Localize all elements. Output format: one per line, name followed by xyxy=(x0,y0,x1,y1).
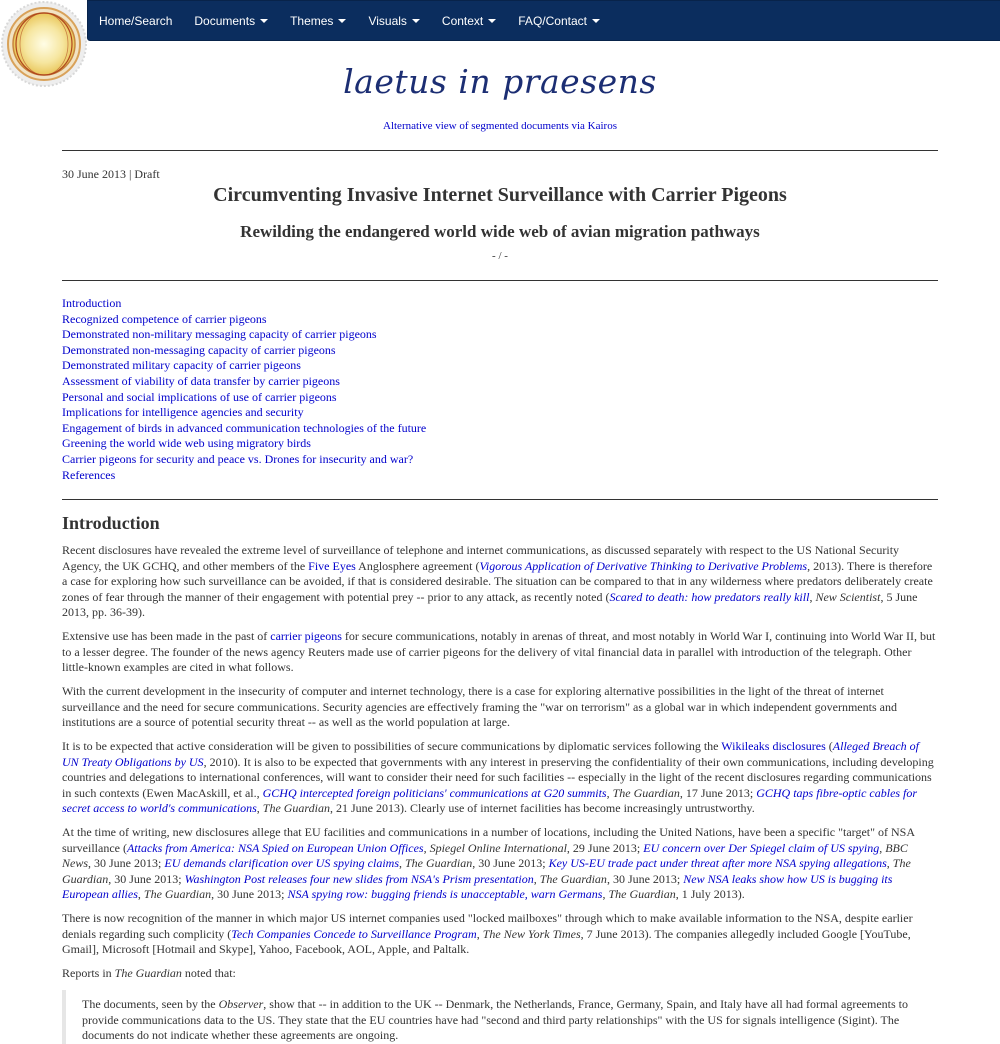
nav-label: Visuals xyxy=(368,13,407,28)
nav-label: Home/Search xyxy=(99,13,173,28)
text: , 2010). It is also to be expected that governments with any interest in preserving the confidentiality of their own communications, including developing countries and delegations to international conferences, will want to consider their need for such facilities -- especially in the light of the recent disclosures regarding communications in such contexts (Ewen MacAskill, et al., xyxy=(62,754,934,800)
inline-link[interactable]: Attacks from America: NSA Spied on European Union Offices xyxy=(126,840,424,855)
source-name: New Scientist xyxy=(815,589,881,604)
nav-faq-contact-dropdown[interactable] xyxy=(507,1,611,40)
source-name: The Guardian xyxy=(262,801,330,815)
text: It is to be expected that active consideration will be given to possibilities of secure communications by diplomatic services following the xyxy=(62,739,722,753)
toc-link[interactable]: Implications for intelligence agencies and security xyxy=(62,405,304,420)
title-separator: - / - xyxy=(492,250,508,262)
toc-link[interactable]: Greening the world wide web using migratory birds xyxy=(62,436,311,451)
source-name: The New York Times xyxy=(482,926,581,941)
paragraph xyxy=(62,543,938,621)
article-body xyxy=(62,543,938,1044)
inline-link[interactable]: NSA spying row: bugging friends is unacceptable, warn Germans xyxy=(287,887,603,901)
divider xyxy=(62,280,938,281)
text: , 21 June 2013). Clearly use of internet facilities has become increasingly untrustworthy. xyxy=(330,801,755,815)
text: The documents, seen by the xyxy=(82,997,219,1011)
caret-down-icon xyxy=(592,19,600,23)
text: At the time of writing, new disclosures allege that EU facilities and communications in a number of locations, including the United Nations, have been a specific "target" of NSA surveillance ( xyxy=(62,825,915,855)
text: , xyxy=(606,785,613,800)
source-name: The Guardian xyxy=(114,966,182,980)
inline-link[interactable]: Wikileaks disclosures xyxy=(721,739,826,753)
source-name: The Guardian xyxy=(62,856,911,886)
source-name: The Guardian xyxy=(405,856,473,870)
top-navbar xyxy=(87,0,1000,41)
nav-label: Context xyxy=(441,13,484,28)
inline-link[interactable]: GCHQ taps fibre-optic cables for secret access to world's communications xyxy=(62,785,918,815)
paragraph: At the time of writing, new disclosures allege that EU facilities and communications in a number of locations, including the United Nations, have been a specific "target" of NSA surveillance (Attacks from America: NSA Spied on European Union Offices, Spiegel Online International, 29 June 2013; EU concern over Der Spiegel claim of US spying, BBC News, 30 June 2013; EU demands clarification over US spying claims, The Guardian, 30 June 2013; Key US-EU trade pact under threat after more NSA spying allegations, The Guardian, 30 June 2013; Washington Post releases four new slides from NSA's Prism presentation, The Guardian, 30 June 2013; New NSA leaks show how US is bugging its European allies, The Guardian, 30 June 2013; NSA spying row: bugging friends is unacceptable, warn Germans, The Guardian, 1 July 2013). xyxy=(62,825,915,901)
inline-link[interactable]: Scared to death: how predators really kill xyxy=(609,589,810,604)
inline-link[interactable]: Five Eyes xyxy=(308,558,356,573)
inline-link[interactable]: Washington Post releases four new slides from NSA's Prism presentation xyxy=(184,871,534,886)
nav-visuals-dropdown[interactable] xyxy=(357,1,430,40)
nav-label: Documents xyxy=(194,13,256,28)
source-name: BBC News xyxy=(62,840,908,870)
paragraph xyxy=(62,966,938,982)
divider xyxy=(62,150,938,151)
text: , xyxy=(256,801,263,815)
dateline: 30 June 2013 | Draft xyxy=(62,167,160,181)
caret-down-icon xyxy=(260,19,268,23)
toc-link[interactable]: Introduction xyxy=(62,296,122,310)
toc-link[interactable]: Engagement of birds in advanced communication technologies of the future xyxy=(62,420,427,435)
paragraph xyxy=(62,739,938,817)
site-brand-title[interactable]: laetus in praesens xyxy=(343,62,657,101)
toc-link[interactable]: Carrier pigeons for security and peace vs. Drones for insecurity and war? xyxy=(62,451,414,466)
paragraph: With the current development in the insecurity of computer and internet technology, there is a case for exploring alternative possibilities in the light of the threat of internet surveillance and the need for secure communications. Security agencies are effectively framing the "war on terrorism" as a global war in which independent governments and institutions are a source of potential security threat -- as well as the world population at large. xyxy=(62,684,897,729)
blockquote xyxy=(62,990,938,1044)
inline-link[interactable]: Key US-EU trade pact under threat after more NSA spying allegations xyxy=(548,856,887,870)
page-subtitle: Rewilding the endangered world wide web of avian migration pathways xyxy=(240,222,760,241)
table-of-contents xyxy=(62,296,426,483)
inline-link[interactable]: Vigorous Application of Derivative Thinking to Derivative Problems xyxy=(479,558,808,573)
text: , 7 June 2013). The companies allegedly included Google [YouTube, Gmail], Microsoft [Hotmail and Skype], Yahoo, Facebook, AOL, Apple, and Paltalk. xyxy=(62,926,911,956)
text: , 17 June 2013; xyxy=(679,785,757,800)
text: Recent disclosures have revealed the extreme level of surveillance of telephone and internet communications, as discussed separately with respect to the US National Security Agency, the UK GCHQ, and other members of the xyxy=(62,543,900,573)
divider xyxy=(62,499,938,500)
text: for secure communications, notably in arenas of threat, and most notably in World War I, continuing into World War II, but to a lesser degree. The founder of the news agency Reuters made use of carrier pigeons for the delivery of vital financial data in parallel with introduction of the telegraph. Other little-known examples are cited in what follows. xyxy=(62,629,936,674)
nav-home-search[interactable] xyxy=(88,1,183,40)
source-name: Spiegel Online International xyxy=(429,840,567,855)
section-heading-introduction: Introduction xyxy=(62,513,160,533)
inline-link[interactable]: EU demands clarification over US spying claims xyxy=(164,856,399,870)
text: noted that: xyxy=(181,966,236,980)
text: Extensive use has been made in the past of xyxy=(62,629,271,643)
source-name: The Guardian xyxy=(608,887,676,901)
text: , xyxy=(476,926,483,941)
nav-label: FAQ/Contact xyxy=(518,13,587,28)
alternative-view-link[interactable]: Alternative view of segmented documents via Kairos xyxy=(383,120,617,132)
text: , xyxy=(809,589,816,604)
toc-link[interactable]: Assessment of viability of data transfer by carrier pigeons xyxy=(62,373,340,388)
toc-link[interactable]: Demonstrated military capacity of carrier pigeons xyxy=(62,358,301,373)
nav-themes-dropdown[interactable] xyxy=(279,1,357,40)
source-name: Observer xyxy=(218,997,264,1011)
nav-context-dropdown[interactable] xyxy=(431,1,507,40)
text: Reports in xyxy=(62,966,115,980)
inline-link[interactable]: Alleged Breach of UN Treaty Obligations by US xyxy=(62,739,919,769)
paragraph xyxy=(62,911,938,958)
caret-down-icon xyxy=(412,19,420,23)
text: Anglosphere agreement ( xyxy=(355,558,480,573)
source-name: The Guardian xyxy=(539,871,607,886)
inline-link[interactable]: GCHQ intercepted foreign politicians' communications at G20 summits xyxy=(262,785,607,800)
toc-link[interactable]: Demonstrated non-messaging capacity of carrier pigeons xyxy=(62,342,336,357)
caret-down-icon xyxy=(338,19,346,23)
text: ( xyxy=(825,739,833,753)
caret-down-icon xyxy=(488,19,496,23)
inline-link[interactable]: EU concern over Der Spiegel claim of US spying xyxy=(643,840,880,855)
text: , 5 June 2013, pp. 36-39). xyxy=(62,589,918,619)
source-name: The Guardian xyxy=(143,887,212,901)
text: , 2013). There is therefore a case for exploring how such surveillance can be avoided, if that is considered desirable. The situation can be compared to that in any wilderness where predators deliberately create zones of fear through the manner of their engagement with potential prey -- prior to any attack, as recently noted ( xyxy=(62,558,933,604)
inline-link[interactable]: carrier pigeons xyxy=(270,629,342,643)
inline-link[interactable]: Tech Companies Concede to Surveillance Program xyxy=(231,926,477,941)
inline-link[interactable]: New NSA leaks show how US is bugging its European allies xyxy=(62,871,893,901)
paragraph xyxy=(62,629,938,676)
source-name: The Guardian xyxy=(612,785,680,800)
page-title: Circumventing Invasive Internet Surveillance with Carrier Pigeons xyxy=(213,184,787,206)
toc-link[interactable]: References xyxy=(62,467,116,482)
toc-link[interactable]: Personal and social implications of use of carrier pigeons xyxy=(62,389,337,404)
toc-link[interactable]: Recognized competence of carrier pigeons xyxy=(62,311,267,326)
text: There is now recognition of the manner in which major US internet companies used "locked mailboxes" through which to make available information to the NSA, despite earlier denials regarding such complicity ( xyxy=(62,911,913,941)
toc-link[interactable]: Demonstrated non-military messaging capacity of carrier pigeons xyxy=(62,327,377,342)
nav-label: Themes xyxy=(290,13,334,28)
nav-documents-dropdown[interactable] xyxy=(183,1,279,40)
text: , show that -- in addition to the UK -- Denmark, the Netherlands, France, Germany, Spain, and Italy have all had formal agreements to provide communications data to the US. They state that the EU countries have had "second and third party relationships" with the US for signals intelligence (Sigint). The documents do not indicate whether these agreements are ongoing. xyxy=(82,997,908,1042)
